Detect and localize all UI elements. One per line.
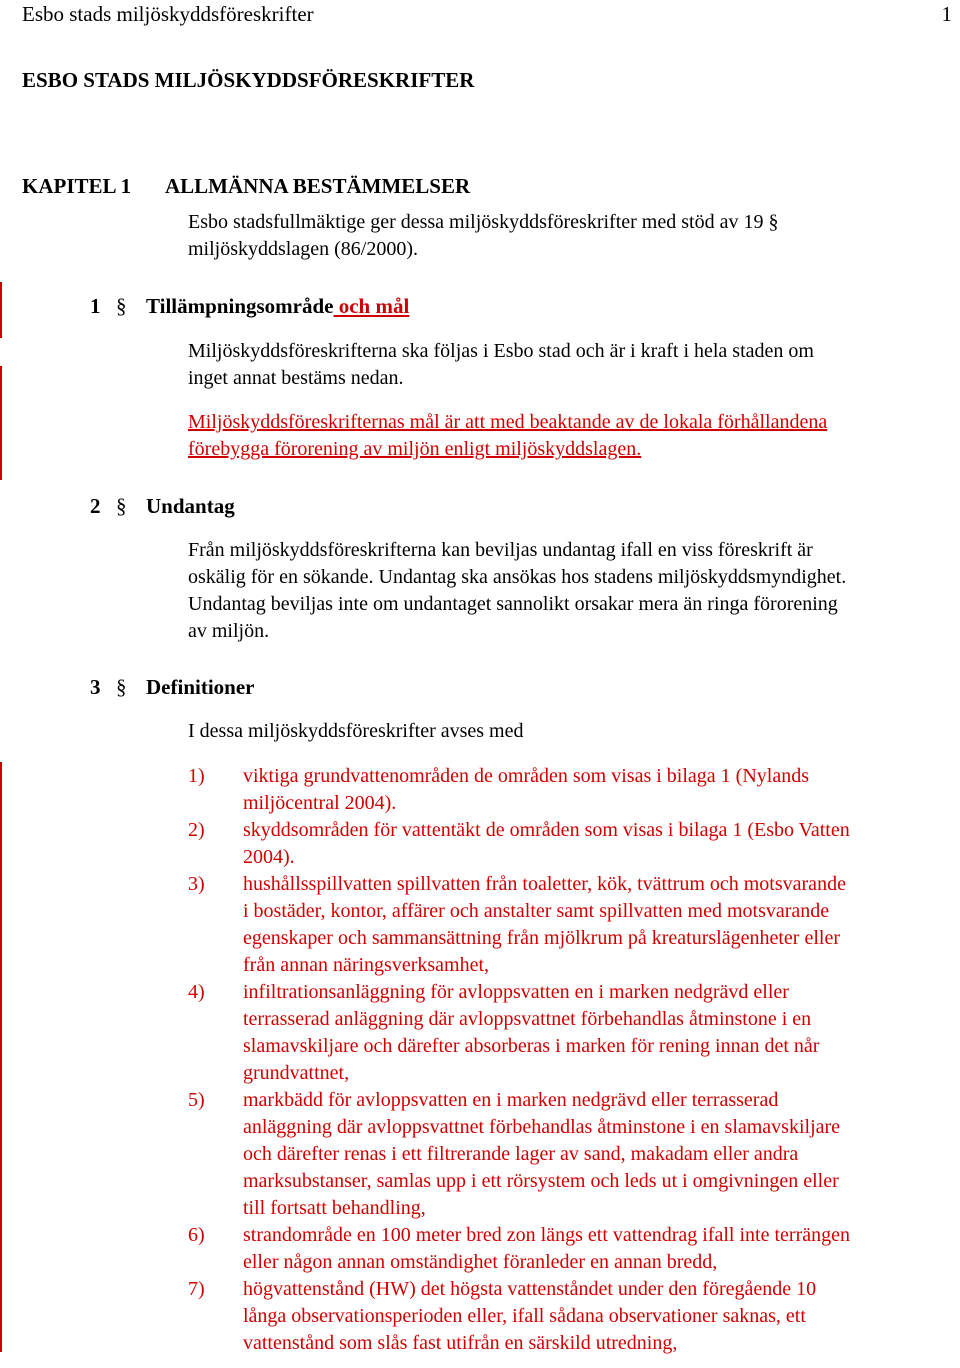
paragraph-line: oskälig för en sökande. Undantag ska ansökas hos stadens miljöskyddsmyndighet. xyxy=(188,566,847,588)
revision-bar xyxy=(0,762,2,1352)
definition-item xyxy=(188,1222,958,1276)
definition-number: 3) xyxy=(188,873,205,895)
definition-line: egenskaper och sammansättning från mjölkrum på kreaturslägenheter eller xyxy=(243,927,840,949)
page-number: 1 xyxy=(941,2,952,26)
definition-item xyxy=(188,1087,958,1222)
definition-line: eller någon annan omständighet föranleder en annan bredd, xyxy=(243,1251,718,1273)
running-header: Esbo stads miljöskyddsföreskrifter xyxy=(22,2,314,26)
definition-line: från annan näringsverksamhet, xyxy=(243,954,490,976)
section-number: 1 xyxy=(90,294,101,318)
chapter-intro xyxy=(188,209,958,263)
chapter-heading xyxy=(22,172,471,200)
definition-text xyxy=(243,871,958,979)
definition-line: terrasserad anläggning där avloppsvattnet förbehandlas åtminstone i en xyxy=(243,1008,812,1030)
chapter-intro-line: Esbo stadsfullmäktige ger dessa miljöskyddsföreskrifter med stöd av 19 § xyxy=(188,211,779,233)
paragraph-line: Från miljöskyddsföreskrifterna kan beviljas undantag ifall en viss föreskrift är xyxy=(188,539,813,561)
definition-text xyxy=(243,1276,958,1357)
definition-number: 2) xyxy=(188,819,205,841)
definition-line: och därefter renas i ett filtrerande lager av sand, makadam eller andra xyxy=(243,1143,799,1165)
definition-text xyxy=(243,979,958,1087)
definition-line: strandområde en 100 meter bred zon längs ett vattendrag ifall inte terrängen xyxy=(243,1224,850,1246)
definition-line: skyddsområden för vattentäkt de områden som visas i bilaga 1 (Esbo Vatten xyxy=(243,819,850,841)
definition-number: 5) xyxy=(188,1089,205,1111)
definition-line: markbädd för avloppsvatten en i marken nedgrävd eller terrasserad xyxy=(243,1089,779,1111)
definition-text xyxy=(243,1222,958,1276)
section-title: Definitioner xyxy=(146,675,255,699)
revision-bar xyxy=(0,282,2,338)
revision-bar xyxy=(0,366,2,480)
section-3-intro: I dessa miljöskyddsföreskrifter avses med xyxy=(188,720,524,742)
definition-line: viktiga grundvattenområden de områden som visas i bilaga 1 (Nylands xyxy=(243,765,809,787)
definition-number: 4) xyxy=(188,981,205,1003)
definition-line: marksubstanser, samlas upp i ett rörsystem och leds ut i omgivningen eller xyxy=(243,1170,839,1192)
definition-number: 1) xyxy=(188,765,205,787)
paragraph-line: Miljöskyddsföreskrifternas mål är att med beaktande av de lokala förhållandena xyxy=(188,411,828,433)
definition-line: infiltrationsanläggning för avloppsvatten en i marken nedgrävd eller xyxy=(243,981,789,1003)
definition-item xyxy=(188,1276,958,1357)
section-1-paragraph-1 xyxy=(188,338,958,392)
definition-line: anläggning där avloppsvattnet förbehandlas åtminstone i en slamavskiljare xyxy=(243,1116,841,1138)
definition-line: miljöcentral 2004). xyxy=(243,792,397,814)
paragraph-line: förebygga förorening av miljön enligt miljöskyddslagen. xyxy=(188,438,642,460)
definition-item xyxy=(188,871,958,979)
section-number: 3 xyxy=(90,675,101,699)
section-sign: § xyxy=(116,675,127,699)
definition-item xyxy=(188,817,958,871)
definition-line: i bostäder, kontor, affärer och anstalter samt spillvatten med motsvarande xyxy=(243,900,830,922)
definition-line: slamavskiljare och därefter absorberas i marken för rening innan det når xyxy=(243,1035,820,1057)
definition-text xyxy=(243,817,958,871)
definition-item xyxy=(188,979,958,1087)
inserted-title-text: och mål xyxy=(333,294,410,318)
section-sign: § xyxy=(116,294,127,318)
section-2-paragraph xyxy=(188,537,958,645)
definition-line: grundvattnet, xyxy=(243,1062,350,1084)
section-title-text: Tillämpningsområde xyxy=(146,294,334,318)
definition-line: 2004). xyxy=(243,846,295,868)
definition-line: hushållsspillvatten spillvatten från toaletter, kök, tvättrum och motsvarande xyxy=(243,873,846,895)
paragraph-line: av miljön. xyxy=(188,620,270,642)
definition-text xyxy=(243,763,958,817)
chapter-label: KAPITEL 1 xyxy=(22,174,132,198)
section-number: 2 xyxy=(90,494,101,518)
paragraph-line: Miljöskyddsföreskrifterna ska följas i Esbo stad och är i kraft i hela staden om xyxy=(188,340,814,362)
definition-item xyxy=(188,763,958,817)
chapter-intro-line: miljöskyddslagen (86/2000). xyxy=(188,238,418,260)
definition-line: vattenstånd som slås fast utifrån en särskild utredning, xyxy=(243,1332,678,1354)
definition-line: till fortsatt behandling, xyxy=(243,1197,426,1219)
section-title xyxy=(146,292,409,320)
definition-text xyxy=(243,1087,958,1222)
definition-number: 6) xyxy=(188,1224,205,1246)
definition-line: långa observationsperioden eller, ifall sådana observationer saknas, ett xyxy=(243,1305,806,1327)
chapter-title: ALLMÄNNA BESTÄMMELSER xyxy=(165,174,471,198)
section-1-paragraph-2-inserted xyxy=(188,409,958,463)
document-title: ESBO STADS MILJÖSKYDDSFÖRESKRIFTER xyxy=(22,68,475,92)
definition-number: 7) xyxy=(188,1278,205,1300)
paragraph-line: Undantag beviljas inte om undantaget sannolikt orsakar mera än ringa förorening xyxy=(188,593,838,615)
section-sign: § xyxy=(116,494,127,518)
definition-line: högvattenstånd (HW) det högsta vattenståndet under den föregående 10 xyxy=(243,1278,817,1300)
section-title: Undantag xyxy=(146,494,235,518)
paragraph-line: inget annat bestäms nedan. xyxy=(188,367,404,389)
